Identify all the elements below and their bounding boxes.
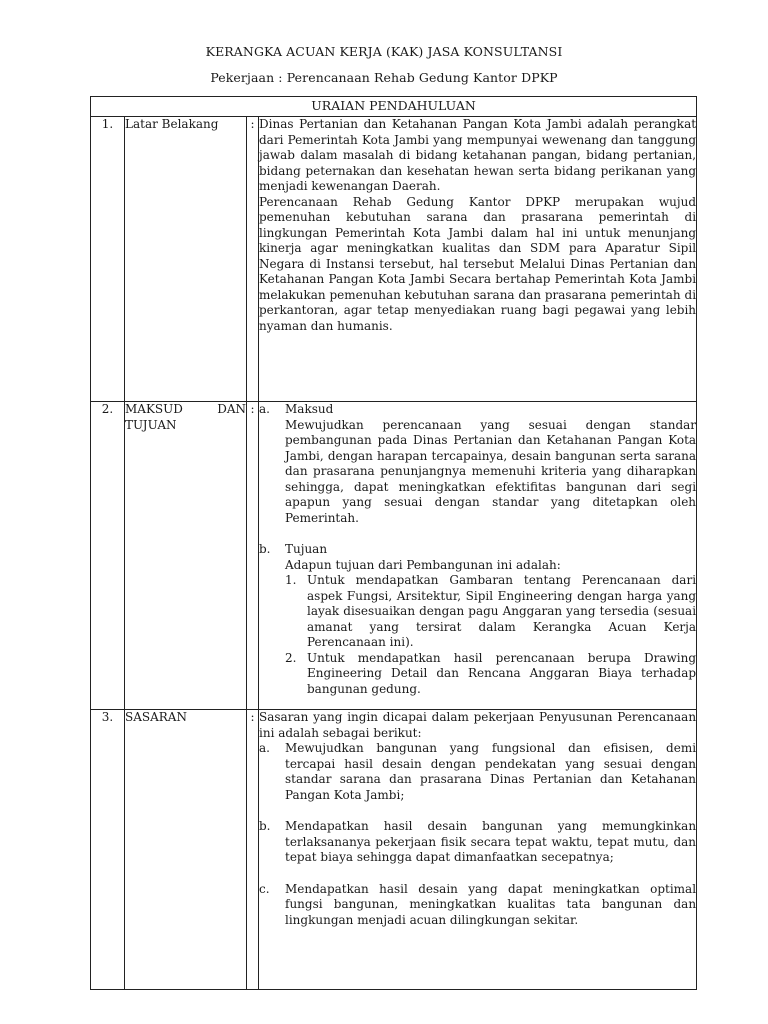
row-number: 1. [91,117,125,402]
row-content [259,710,697,990]
row-content [259,117,697,402]
document-subtitle: Pekerjaan : Perencanaan Rehab Gedung Kantor DPKP [210,70,558,85]
row-colon: : [247,402,259,710]
row-label-part: MAKSUD [125,402,183,416]
list-item-title: Maksud [285,402,334,416]
list-item-text: Adapun tujuan dari Pembangunan ini adalah: [285,557,561,572]
row-label: SASARAN [125,710,247,990]
table-row [91,402,697,710]
table-row [91,117,697,402]
numbered-item [285,651,696,698]
document-title: KERANGKA ACUAN KERJA (KAK) JASA KONSULTANSI [205,44,563,59]
row-colon: : [247,117,259,402]
numbered-marker: 1. [285,573,297,587]
list-marker: a. [259,741,270,755]
numbered-text: Untuk mendapatkan Gambaran tentang Perencanaan dari aspek Fungsi, Arsitektur, Sipil Engineering dengan harga yang layak disesuaikan dengan pagu Anggaran yang tersedia (sesuai amanat yang tersirat dalam Kerangka Acuan Kerja Perencanaan ini). [307,573,697,649]
paragraph: Sasaran yang ingin dicapai dalam pekerjaan Penyusunan Perencanaan ini adalah sebagai berikut: [259,710,697,740]
section-header-row [91,97,697,117]
paragraph: Dinas Pertanian dan Ketahanan Pangan Kota Jambi adalah perangkat dari Pemerintah Kota Jambi yang mempunyai wewenang dan tanggung jawab dalam masalah di bidang ketahanan pangan, bidang pertanian, bidang peternakan dan kesehatan hewan serta bidang perikanan yang menjadi kewenangan Daerah. [259,117,697,193]
table-row [91,710,697,990]
list-item [259,402,696,526]
list-item [259,542,696,697]
paragraph: Perencanaan Rehab Gedung Kantor DPKP merupakan wujud pemenuhan kebutuhan sarana dan prasarana pemerintah di lingkungan Pemerintah Kota Jambi dalam hal ini untuk menunjang kinerja agar meningkatkan kualitas dan SDM para Aparatur Sipil Negara di Instansi tersebut, hal tersebut Melalui Dinas Pertanian dan Ketahanan Pangan Kota Jambi Secara bertahap Pemerintah Kota Jambi melakukan pemenuhan kebutuhan sarana dan prasarana pemerintah di perkantoran, agar tetap menyediakan ruang bagi pegawai yang lebih nyaman dan humanis. [259,194,697,333]
row-label-part: TUJUAN [125,417,177,432]
row-colon: : [247,710,259,990]
kak-table [90,96,697,990]
list-marker: a. [259,402,270,416]
list-item-text: Mendapatkan hasil desain bangunan yang memungkinkan terlaksananya pekerjaan fisik secara tepat waktu, tepat mutu, dan tepat biaya sehingga dapat dimanfaatkan secepatnya; [285,819,697,864]
row-number: 3. [91,710,125,990]
row-label: Latar Belakang [125,117,247,402]
list-item-text: Mendapatkan hasil desain yang dapat meningkatkan optimal fungsi bangunan, meningkatkan kualitas tata bangunan dan lingkungan menjadi acuan dilingkungan sekitar. [285,881,697,927]
list-item [259,819,696,866]
list-item [259,882,696,929]
list-item-title: Tujuan [285,542,328,556]
list-marker: b. [259,819,271,833]
numbered-item [285,573,696,651]
list-item-text: Mewujudkan perencanaan yang sesuai dengan standar pembangunan pada Dinas Pertanian dan Ketahanan Pangan Kota Jambi, dengan harapan tercapainya, desain bangunan serta sarana dan prasarana penunjangnya memenuhi kriteria yang diharapkan sehingga, dapat meningkatkan efektifitas bangunan dari segi apapun yang sesuai dengan standar yang ditetapkan oleh Pemerintah. [285,417,697,525]
numbered-text: Untuk mendapatkan hasil perencanaan berupa Drawing Engineering Detail dan Rencana Anggaran Biaya terhadap bangunan gedung. [307,650,697,696]
list-item-text: Mewujudkan bangunan yang fungsional dan efisisen, demi tercapai hasil desain dengan pendekatan yang sesuai dengan standar sarana dan prasarana Dinas Pertanian dan Ketahanan Pangan Kota Jambi; [285,741,697,802]
list-marker: b. [259,542,271,556]
list-marker: c. [259,881,270,896]
list-item [259,741,696,803]
row-label [125,402,247,710]
numbered-marker: 2. [285,650,297,665]
row-number: 2. [91,402,125,710]
row-label-part: DAN [217,402,246,416]
section-header: URAIAN PENDAHULUAN [91,97,697,117]
row-content [259,402,697,710]
